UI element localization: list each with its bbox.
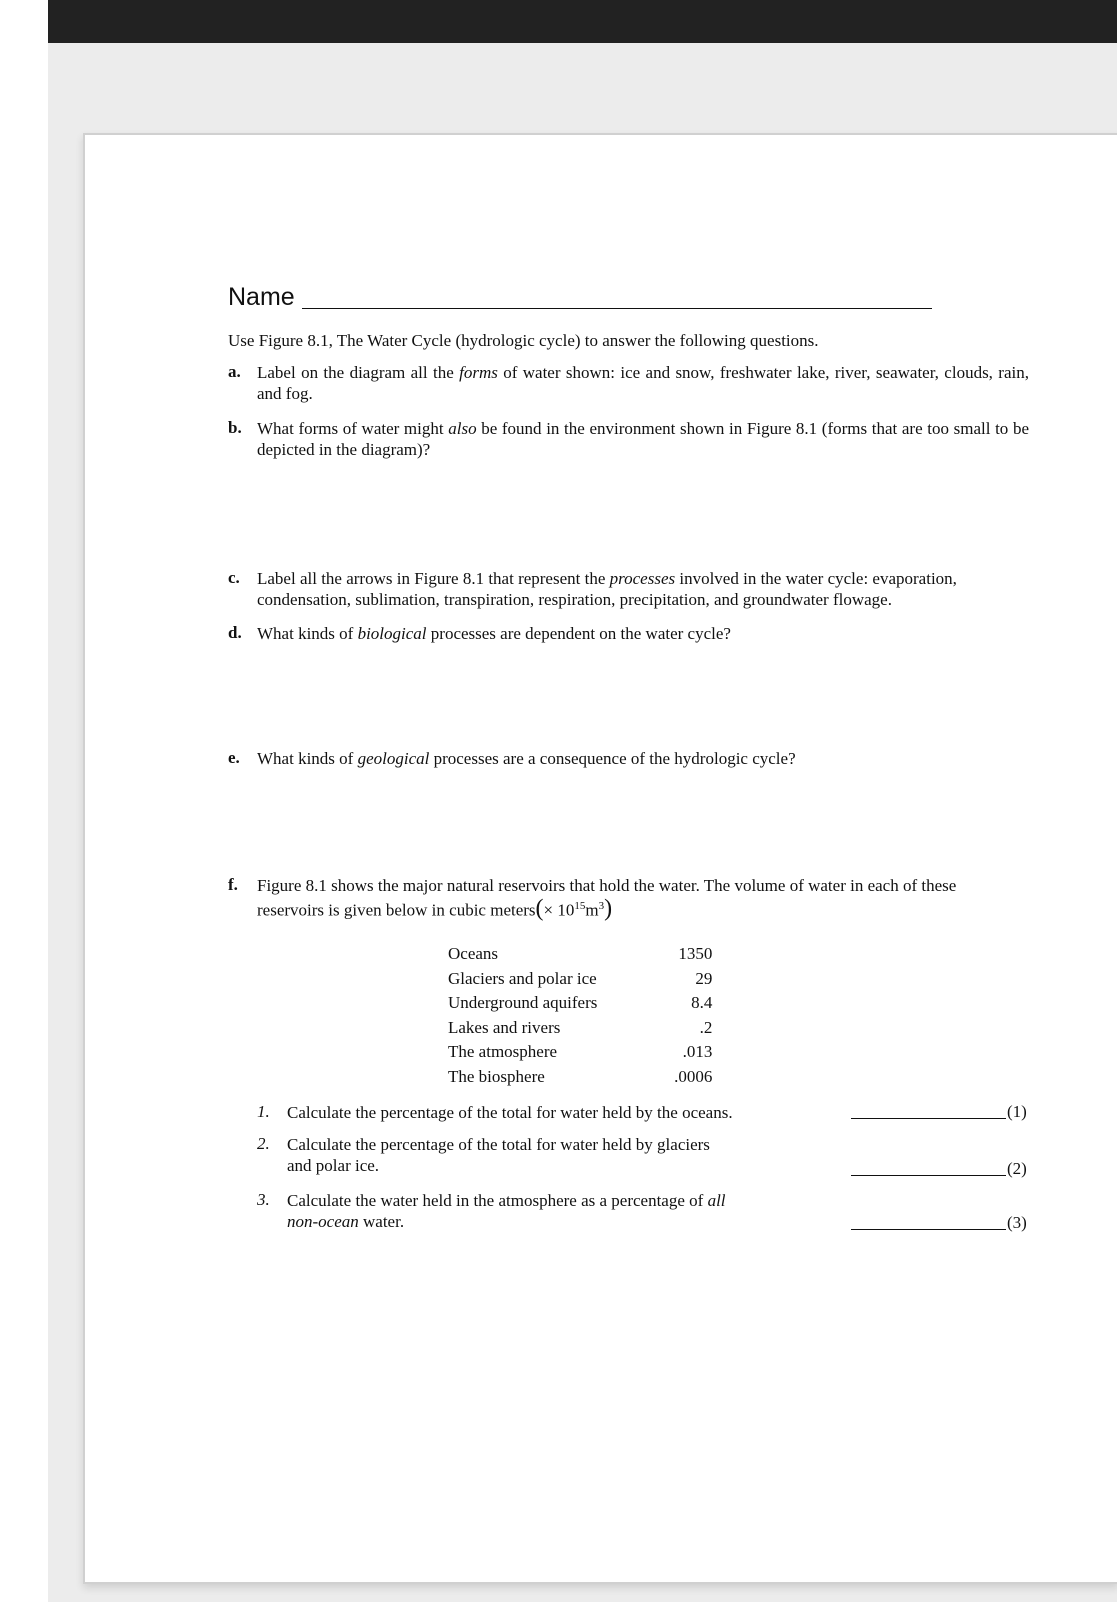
name-field-line	[302, 308, 932, 309]
reservoir-name: The biosphere	[448, 1066, 545, 1086]
reservoir-name: Glaciers and polar ice	[448, 968, 597, 988]
reservoir-table	[448, 942, 712, 1089]
reservoir-value: 29	[695, 968, 713, 988]
name-label: Name	[228, 283, 295, 311]
subquestion-1-number: 1.	[257, 1102, 270, 1121]
question-c-letter: c.	[228, 568, 240, 587]
question-b-text: What forms of water might also be found in the environment shown in Figure 8.1 (forms that are too small to be depicted in the diagram)?	[257, 419, 1029, 459]
question-e-text: What kinds of geological processes are a consequence of the hydrologic cycle?	[257, 749, 796, 768]
answer-line-2[interactable]	[851, 1175, 1006, 1176]
viewer-top-bar	[48, 0, 1117, 43]
reservoir-value: .013	[682, 1042, 713, 1062]
subquestion-2-text: Calculate the percentage of the total for water held by glaciers and polar ice.	[287, 1135, 710, 1175]
reservoir-value: 1350	[678, 944, 713, 964]
reservoir-value: .0006	[674, 1066, 713, 1086]
question-c-text: Label all the arrows in Figure 8.1 that represent the processes involved in the water cycle: evaporation, condensation, sublimation, transpiration, respiration, precipitation, and groundwater flowage.	[257, 569, 957, 609]
subquestion-2-number: 2.	[257, 1134, 270, 1153]
reservoir-row	[448, 1016, 712, 1041]
reservoir-row	[448, 991, 712, 1016]
reservoir-name: The atmosphere	[448, 1042, 558, 1062]
reservoir-value: 8.4	[691, 993, 713, 1013]
question-a-letter: a.	[228, 362, 241, 381]
answer-line-1[interactable]	[851, 1118, 1006, 1119]
reservoir-name: Oceans	[448, 944, 499, 964]
answer-line-3[interactable]	[851, 1229, 1006, 1230]
reservoir-row	[448, 1040, 712, 1065]
question-f-letter: f.	[228, 875, 238, 894]
intro-text: Use Figure 8.1, The Water Cycle (hydrologic cycle) to answer the following questions.	[228, 331, 819, 350]
reservoir-row	[448, 1065, 712, 1090]
answer-tag-2: (2)	[1007, 1159, 1027, 1178]
reservoir-name: Underground aquifers	[448, 993, 598, 1013]
subquestion-3-text: Calculate the water held in the atmosphere as a percentage of all non-ocean water.	[287, 1191, 726, 1231]
subquestion-1-text: Calculate the percentage of the total for water held by the oceans.	[287, 1103, 733, 1122]
reservoir-value: .2	[699, 1017, 713, 1037]
answer-tag-3: (3)	[1007, 1213, 1027, 1232]
question-e-letter: e.	[228, 748, 240, 767]
question-b-letter: b.	[228, 418, 242, 437]
reservoir-row	[448, 942, 712, 967]
answer-tag-1: (1)	[1007, 1102, 1027, 1121]
subquestion-3-number: 3.	[257, 1190, 270, 1209]
reservoir-name: Lakes and rivers	[448, 1017, 561, 1037]
question-f-text: Figure 8.1 shows the major natural reservoirs that hold the water. The volume of water in each of these reservoirs is given below in cubic meters(× $10^{15}m^3$)	[257, 876, 957, 922]
question-d-letter: d.	[228, 623, 242, 642]
question-a-text: Label on the diagram all the forms of water shown: ice and snow, freshwater lake, river, seawater, clouds, rain, and fog.	[257, 363, 1029, 403]
reservoir-row	[448, 967, 712, 992]
question-d-text: What kinds of biological processes are dependent on the water cycle?	[257, 624, 731, 643]
